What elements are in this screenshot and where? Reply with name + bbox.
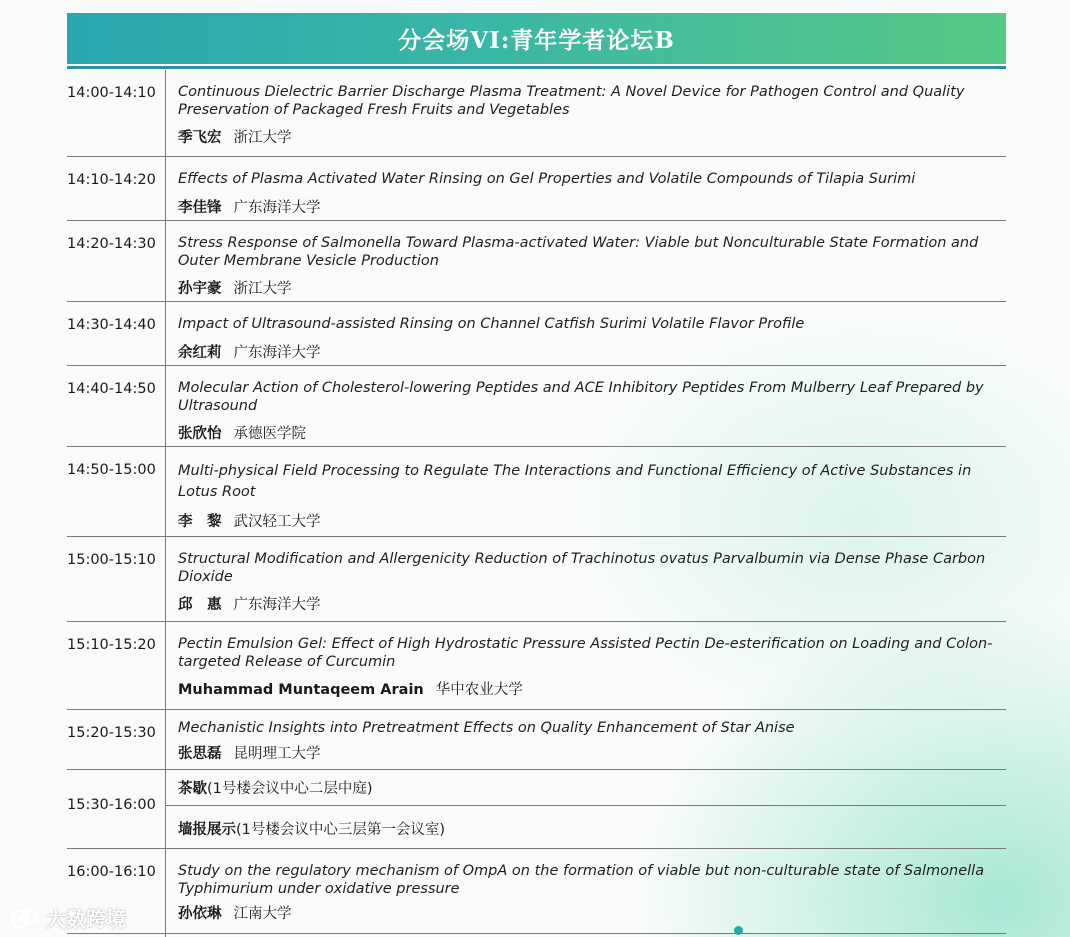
- session-title: 分会场VI:青年学者论坛B: [398, 27, 675, 54]
- watermark-text: 大数跨境: [46, 907, 126, 931]
- talk-title: Impact of Ultrasound-assisted Rinsing on Channel Catfish Surimi Volatile Flavor Profile: [178, 316, 805, 332]
- speaker-name: 李 黎: [178, 514, 222, 530]
- speaker-line: [178, 341, 998, 362]
- speaker-line: [178, 593, 998, 614]
- speaker-affiliation: 江南大学: [233, 906, 292, 922]
- speaker-affiliation: 浙江大学: [233, 281, 292, 297]
- schedule-row: [67, 537, 1006, 622]
- time-slot: 14:20-14:30: [67, 236, 156, 252]
- speaker-name: 余红莉: [178, 344, 222, 361]
- speaker-affiliation: 承德医学院: [233, 426, 306, 442]
- talk-title: Continuous Dielectric Barrier Discharge Plasma Treatment: A Novel Device for Pathogen Control and Quality Preservation of Packaged Fresh Fruits and Vegetables: [178, 84, 965, 118]
- schedule-row: [67, 221, 1006, 302]
- watermark-logo-icon: [10, 906, 40, 930]
- schedule-row: [67, 447, 1006, 537]
- speaker-name: 邱 惠: [178, 597, 222, 613]
- break-row: [67, 770, 1006, 849]
- speaker-name: 张欣怡: [178, 426, 222, 442]
- time-slot: 14:40-14:50: [67, 381, 156, 397]
- schedule-row: [67, 302, 1006, 366]
- speaker-name: 孙宇豪: [178, 281, 222, 297]
- talk-title: Multi-physical Field Processing to Regulate The Interactions and Functional Efficiency of Active Substances in Lotus Root: [178, 463, 972, 500]
- time-slot: 14:30-14:40: [67, 317, 156, 333]
- time-slot: 15:20-15:30: [67, 725, 156, 741]
- talk-title: Stress Response of Salmonella Toward Plasma-activated Water: Viable but Nonculturable State Formation and Outer Membrane Vesicle Production: [178, 235, 979, 269]
- poster-session: [178, 818, 445, 839]
- schedule-row: [67, 70, 1006, 157]
- speaker-affiliation: 昆明理工大学: [233, 745, 321, 762]
- speaker-affiliation: 华中农业大学: [435, 682, 523, 698]
- time-slot: 15:00-15:10: [67, 552, 156, 568]
- speaker-name: Muhammad Muntaqeem Arain: [178, 682, 424, 698]
- speaker-affiliation: 广东海洋大学: [233, 597, 321, 613]
- speaker-name: 李佳锋: [178, 199, 222, 216]
- speaker-line: [178, 742, 998, 763]
- schedule-row: [67, 157, 1006, 221]
- speaker-line: [178, 902, 998, 923]
- schedule-row: [67, 366, 1006, 447]
- speaker-line: [178, 196, 998, 217]
- speaker-affiliation: 浙江大学: [233, 130, 292, 146]
- speaker-name: 季飞宏: [178, 130, 222, 146]
- speaker-affiliation: 广东海洋大学: [233, 199, 321, 216]
- speaker-name: 张思磊: [178, 745, 222, 762]
- poster-session-label: 墙报展示: [178, 822, 236, 838]
- speaker-affiliation: 武汉轻工大学: [233, 514, 321, 530]
- schedule-row: [67, 849, 1006, 934]
- talk-title: Structural Modification and Allergenicity Reduction of Trachinotus ovatus Parvalbumin via Dense Phase Carbon Dioxide: [178, 551, 986, 585]
- time-slot: 14:10-14:20: [67, 172, 156, 188]
- time-slot: 14:50-15:00: [67, 462, 156, 478]
- speaker-line: [178, 678, 998, 699]
- tea-break-location: (1号楼会议中心二层中庭): [207, 781, 373, 797]
- speaker-line: [178, 126, 998, 147]
- time-slot: 15:10-15:20: [67, 637, 156, 653]
- schedule-row: [67, 622, 1006, 710]
- tea-break-label: 茶歇: [178, 781, 207, 797]
- speaker-line: [178, 277, 998, 298]
- page-indicator-dot: [734, 926, 743, 935]
- talk-title: Effects of Plasma Activated Water Rinsing on Gel Properties and Volatile Compounds of Tilapia Surimi: [178, 171, 916, 187]
- time-slot: 14:00-14:10: [67, 85, 156, 101]
- poster-session-location: (1号楼会议中心三层第一会议室): [236, 822, 446, 838]
- speaker-line: [178, 510, 998, 531]
- speaker-line: [178, 422, 998, 443]
- schedule-row: [67, 710, 1006, 770]
- session-header: [67, 13, 1006, 64]
- header-divider: [67, 66, 1006, 69]
- time-slot: 16:00-16:10: [67, 864, 156, 880]
- talk-title: Mechanistic Insights into Pretreatment Effects on Quality Enhancement of Star Anise: [178, 720, 795, 736]
- time-slot: 15:30-16:00: [67, 797, 156, 813]
- talk-title: Study on the regulatory mechanism of OmpA on the formation of viable but non-culturable state of Salmonella Typhimurium under oxidative pressure: [178, 863, 985, 897]
- speaker-name: 孙依琳: [178, 906, 222, 922]
- watermark: [10, 903, 126, 932]
- tea-break: [178, 777, 373, 798]
- break-divider: [166, 805, 1006, 806]
- talk-title: Pectin Emulsion Gel: Effect of High Hydrostatic Pressure Assisted Pectin De-esterification on Loading and Colon-targeted Release of Curcumin: [178, 636, 993, 670]
- talk-title: Molecular Action of Cholesterol-lowering Peptides and ACE Inhibitory Peptides From Mulberry Leaf Prepared by Ultrasound: [178, 380, 984, 414]
- speaker-affiliation: 广东海洋大学: [233, 344, 321, 361]
